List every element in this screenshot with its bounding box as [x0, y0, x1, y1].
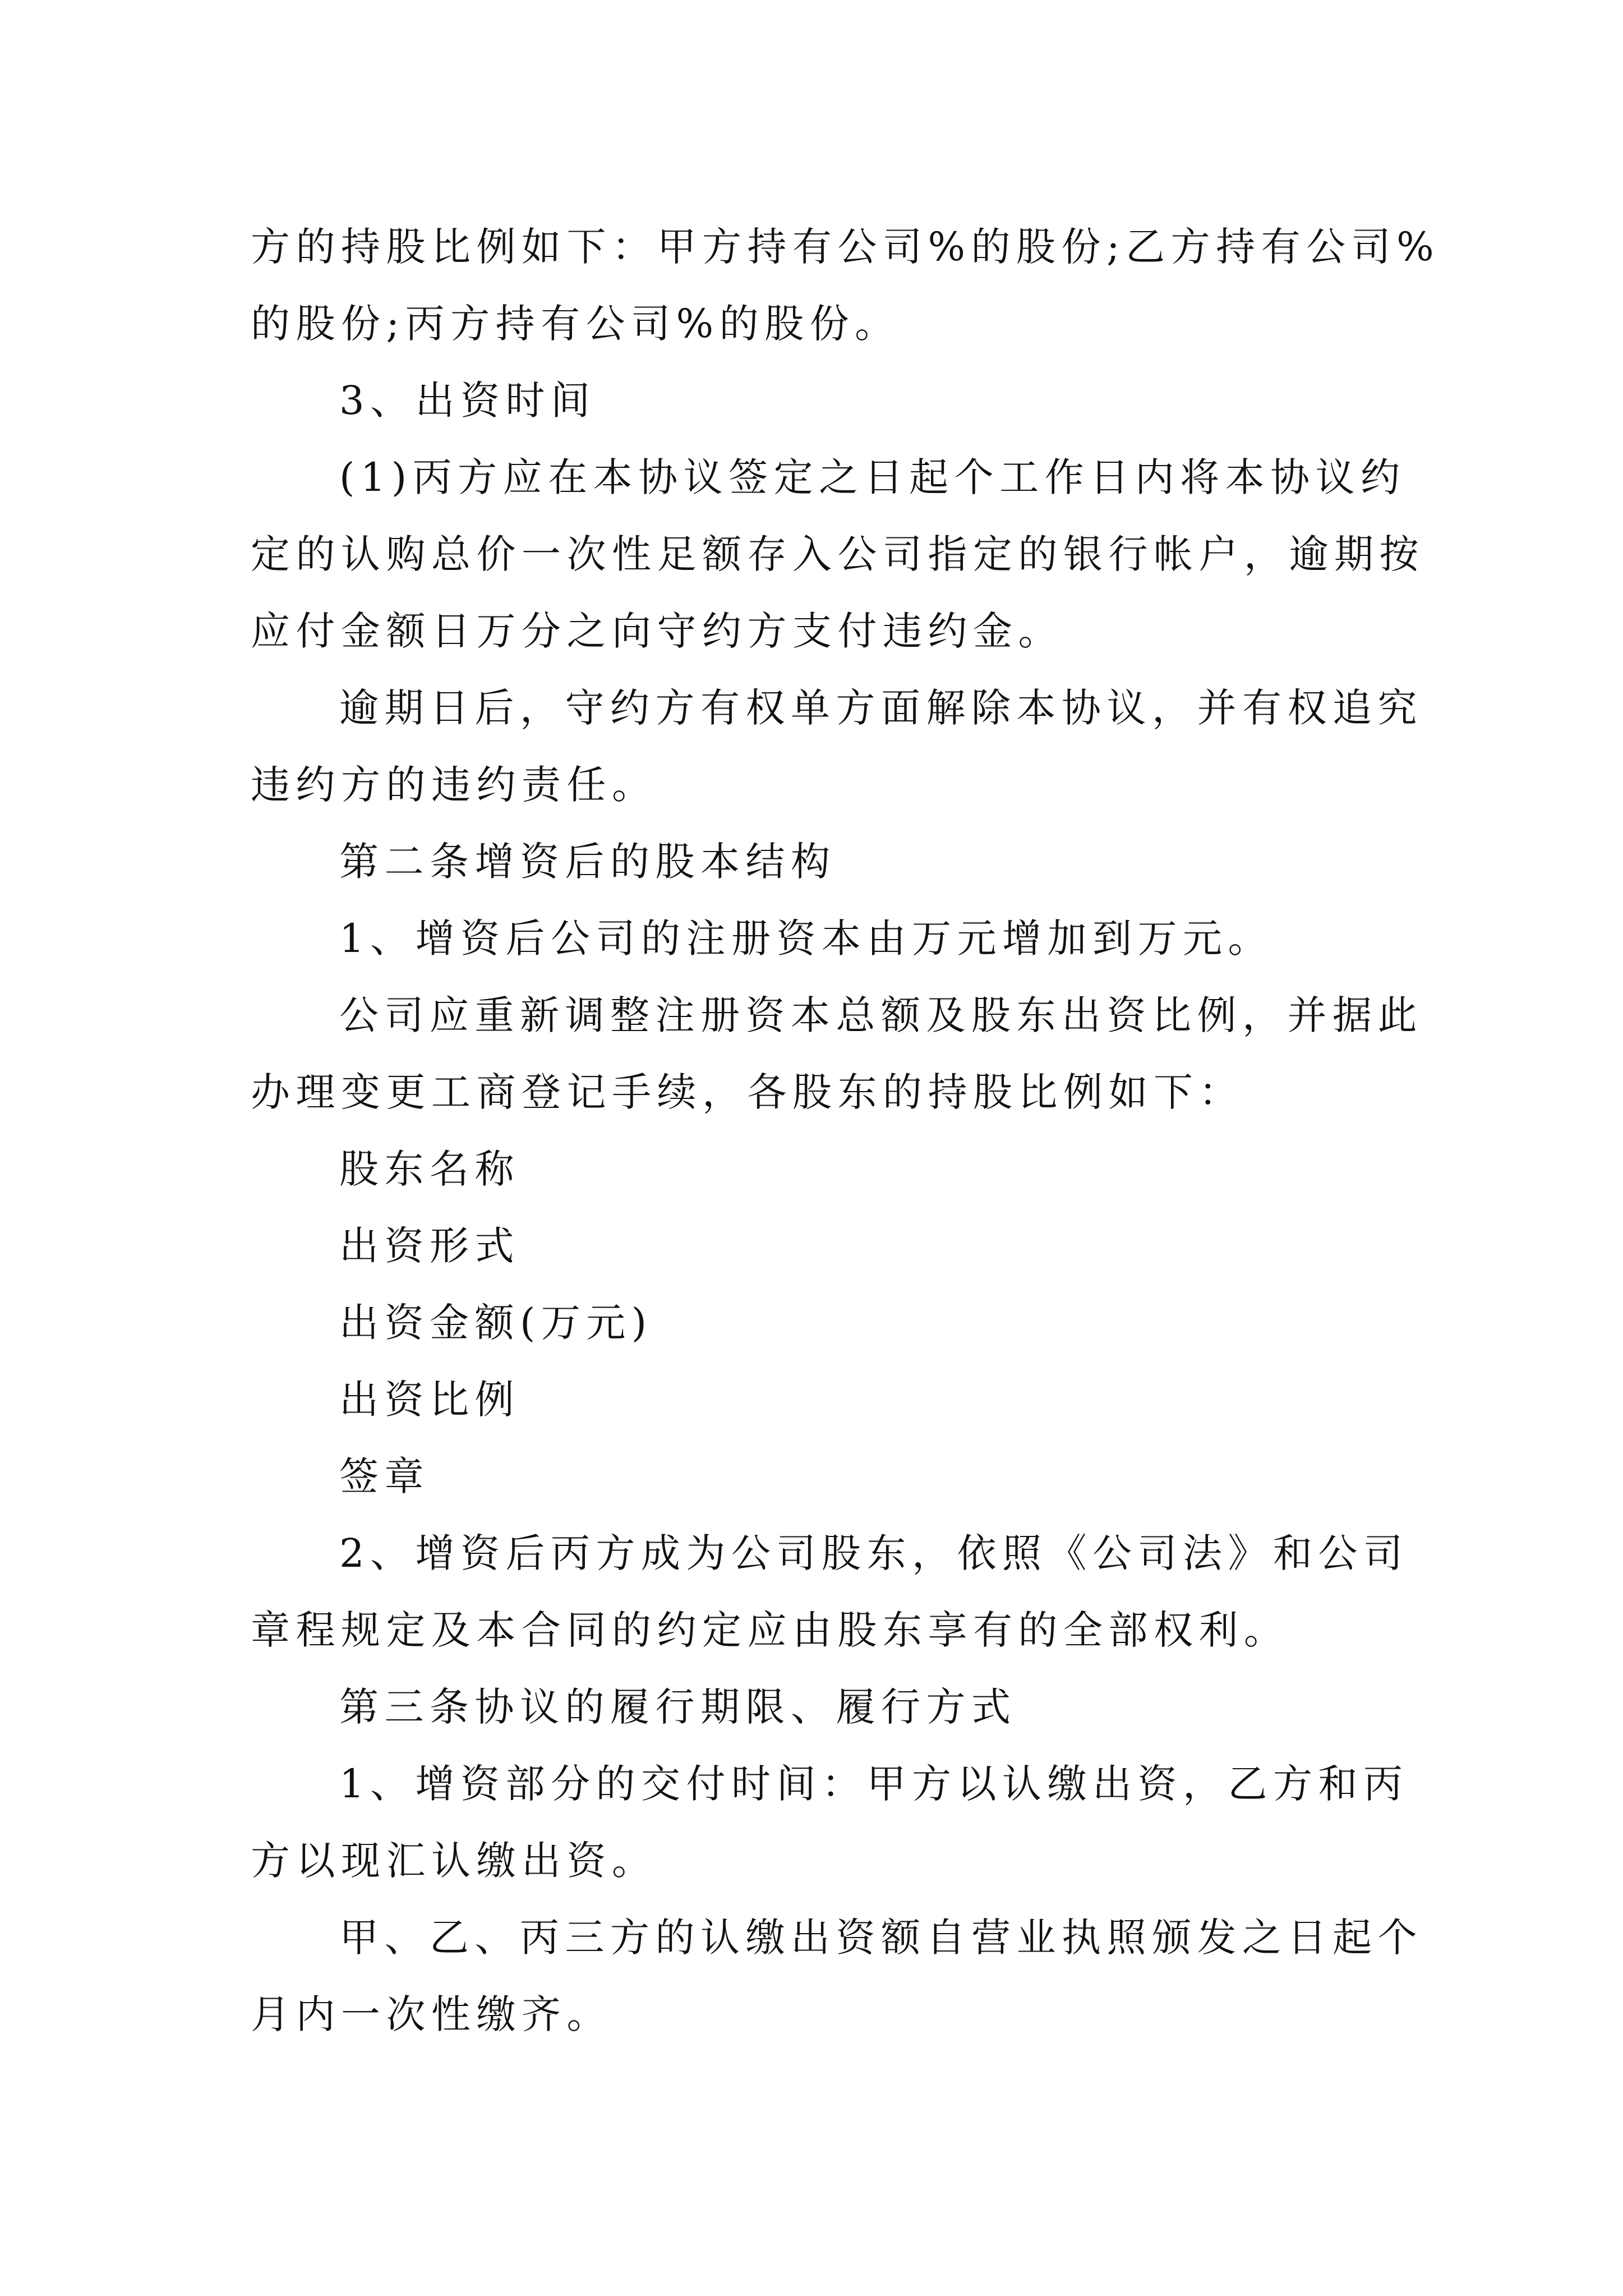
- article-heading: 第二条增资后的股本结构: [339, 839, 836, 885]
- text-line: 章程规定及本合同的约定应由股东享有的全部权利。: [251, 1607, 1289, 1653]
- text-line: 应付金额日万分之向守约方支付违约金。: [251, 608, 1063, 654]
- text-line: 甲、乙、丙三方的认缴出资额自营业执照颁发之日起个: [339, 1915, 1423, 1961]
- table-field-label: 出资金额(万元): [339, 1300, 653, 1346]
- text-line: 办理变更工商登记手续，各股东的持股比例如下：: [251, 1069, 1244, 1115]
- text-line: 的股份;丙方持有公司%的股份。: [251, 301, 900, 347]
- section-heading: 3、出资时间: [339, 378, 596, 424]
- text-line: 1、增资后公司的注册资本由万元增加到万元。: [339, 915, 1274, 961]
- table-field-label: 股东名称: [339, 1146, 520, 1192]
- text-line: 定的认购总价一次性足额存入公司指定的银行帐户，逾期按: [251, 531, 1424, 577]
- text-line: 方以现汇认缴出资。: [251, 1838, 657, 1884]
- text-line: 逾期日后，守约方有权单方面解除本协议，并有权追究: [339, 685, 1423, 731]
- text-line: 月内一次性缴齐。: [251, 1991, 612, 2037]
- text-line: 1、增资部分的交付时间：甲方以认缴出资，乙方和丙: [339, 1761, 1409, 1807]
- text-line: 公司应重新调整注册资本总额及股东出资比例，并据此: [339, 992, 1423, 1038]
- document-body: [251, 209, 1440, 2053]
- table-field-label: 出资比例: [339, 1377, 520, 1423]
- text-line: 违约方的违约责任。: [251, 762, 657, 808]
- text-line: (1)丙方应在本协议签定之日起个工作日内将本协议约: [339, 454, 1406, 500]
- table-field-label: 签章: [339, 1453, 430, 1499]
- table-field-label: 出资形式: [339, 1223, 520, 1269]
- text-line: 方的持股比例如下：甲方持有公司%的股份;乙方持有公司%: [251, 224, 1440, 270]
- article-heading: 第三条协议的履行期限、履行方式: [339, 1684, 1017, 1730]
- text-line: 2、增资后丙方成为公司股东，依照《公司法》和公司: [339, 1530, 1409, 1576]
